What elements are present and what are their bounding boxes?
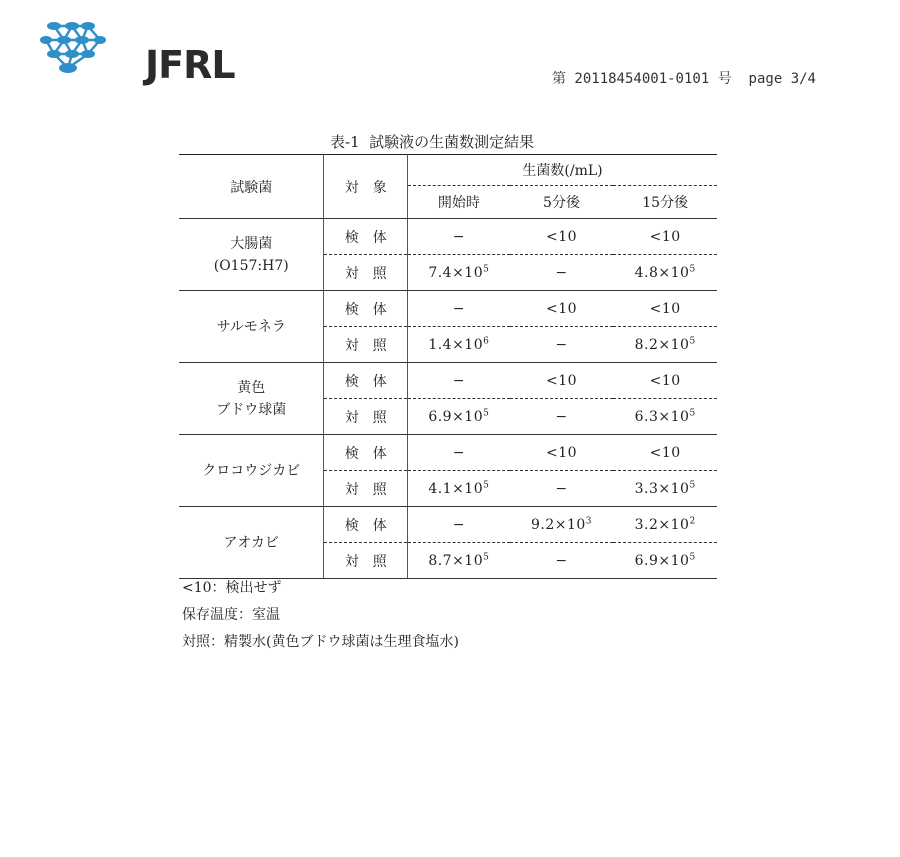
note-detection-limit: <10：検出せず [182,580,282,596]
logo-wordmark: JFRL [145,43,235,87]
organism-name-line: サルモネラ [216,318,286,335]
count-value: <10 [545,300,578,317]
count-cell-start [408,363,510,399]
count-mantissa: 8.2×10 [634,336,690,353]
count-value: − [452,300,465,317]
subject-cell: 検 体 [324,363,408,399]
count-value: − [452,516,465,533]
count-cell-15min [613,255,717,291]
count-cell-start [408,291,510,327]
count-mantissa: 7.4×10 [428,264,484,281]
count-exponent: 5 [483,263,490,274]
header-viable-count: 生菌数(/mL) [408,155,718,186]
organism-cell [179,435,324,507]
table-row [179,507,717,543]
subject-cell: 対 照 [324,327,408,363]
header-time-15min: 15分後 [613,186,717,219]
count-cell-5min [510,399,614,435]
count-exponent: 5 [689,551,696,562]
organism-name-line: 黄色 [237,379,266,396]
count-exponent: 5 [483,479,490,490]
count-cell-start [408,255,510,291]
note-storage-temperature: 保存温度：室温 [182,607,280,623]
count-mantissa: 4.8×10 [634,264,690,281]
count-mantissa: 3.3×10 [634,480,690,497]
organism-cell [179,507,324,579]
table-row [179,291,717,327]
subject-cell: 検 体 [324,219,408,255]
count-mantissa: 4.1×10 [428,480,484,497]
note-control: 対照：精製水(黄色ブドウ球菌は生理食塩水) [182,634,459,650]
report-page-number: 第 20118454001-0101 号 page 3/4 [551,71,816,87]
count-cell-15min [613,507,717,543]
table-caption: 表-1 試験液の生菌数測定結果 [330,133,535,151]
viable-count-table [179,154,717,579]
count-value: − [555,336,568,353]
organism-name-line: (O157:H7) [213,257,289,274]
count-cell-5min [510,363,614,399]
count-mantissa: 9.2×10 [530,516,586,533]
count-cell-5min [510,543,614,579]
count-mantissa: 6.9×10 [428,408,484,425]
table-row [179,219,717,255]
count-value: <10 [649,300,681,317]
jfrl-logo [40,16,235,87]
header-time-5min: 5分後 [510,186,614,219]
organism-name-line: クロコウジカビ [202,462,301,479]
header-subject: 対 象 [324,155,408,219]
count-value: − [555,264,568,281]
organism-name-line: 大腸菌 [230,235,273,252]
count-cell-5min [510,435,614,471]
count-value: − [452,228,465,245]
count-value: <10 [649,444,681,461]
organism-name-line: アオカビ [223,534,279,551]
count-exponent: 6 [483,335,490,346]
count-cell-5min [510,255,614,291]
count-value: − [452,444,465,461]
count-cell-start [408,399,510,435]
table-body [179,219,717,579]
count-value: <10 [545,228,578,245]
organism-cell [179,291,324,363]
count-cell-5min [510,471,614,507]
organism-cell [179,363,324,435]
subject-cell: 検 体 [324,507,408,543]
count-exponent: 5 [483,407,490,418]
count-value: − [555,408,568,425]
count-exponent: 5 [689,407,696,418]
table-row [179,435,717,471]
count-mantissa: 6.3×10 [634,408,690,425]
count-value: − [555,480,568,497]
header-time-start: 開始時 [408,186,510,219]
count-cell-start [408,219,510,255]
table-row [179,363,717,399]
count-value: <10 [649,228,681,245]
organism-name-line: ブドウ球菌 [216,401,287,418]
count-cell-start [408,327,510,363]
header-organism: 試験菌 [179,155,324,219]
count-cell-15min [613,543,717,579]
count-value: − [555,552,568,569]
count-mantissa: 3.2×10 [634,516,690,533]
count-cell-15min [613,363,717,399]
count-cell-15min [613,435,717,471]
subject-cell: 対 照 [324,471,408,507]
count-cell-5min [510,291,614,327]
count-cell-start [408,543,510,579]
count-exponent: 5 [689,335,696,346]
count-value: <10 [545,372,578,389]
count-cell-start [408,507,510,543]
table-notes [182,575,459,656]
count-cell-5min [510,507,614,543]
count-exponent: 5 [483,551,490,562]
count-exponent: 5 [689,479,696,490]
count-exponent: 3 [585,515,593,526]
subject-cell: 検 体 [324,291,408,327]
organism-cell [179,219,324,291]
count-mantissa: 1.4×10 [428,336,484,353]
count-cell-15min [613,471,717,507]
subject-cell: 対 照 [324,543,408,579]
count-cell-15min [613,219,717,255]
count-exponent: 2 [689,515,696,526]
count-mantissa: 6.9×10 [634,552,690,569]
count-cell-15min [613,327,717,363]
subject-cell: 対 照 [324,399,408,435]
count-cell-5min [510,219,614,255]
count-exponent: 5 [689,263,696,274]
count-cell-5min [510,327,614,363]
count-cell-start [408,471,510,507]
network-logo-icon [40,16,110,78]
count-value: <10 [545,444,578,461]
count-cell-start [408,435,510,471]
subject-cell: 検 体 [324,435,408,471]
count-cell-15min [613,399,717,435]
count-cell-15min [613,291,717,327]
count-mantissa: 8.7×10 [428,552,484,569]
count-value: − [452,372,465,389]
subject-cell: 対 照 [324,255,408,291]
count-value: <10 [649,372,681,389]
